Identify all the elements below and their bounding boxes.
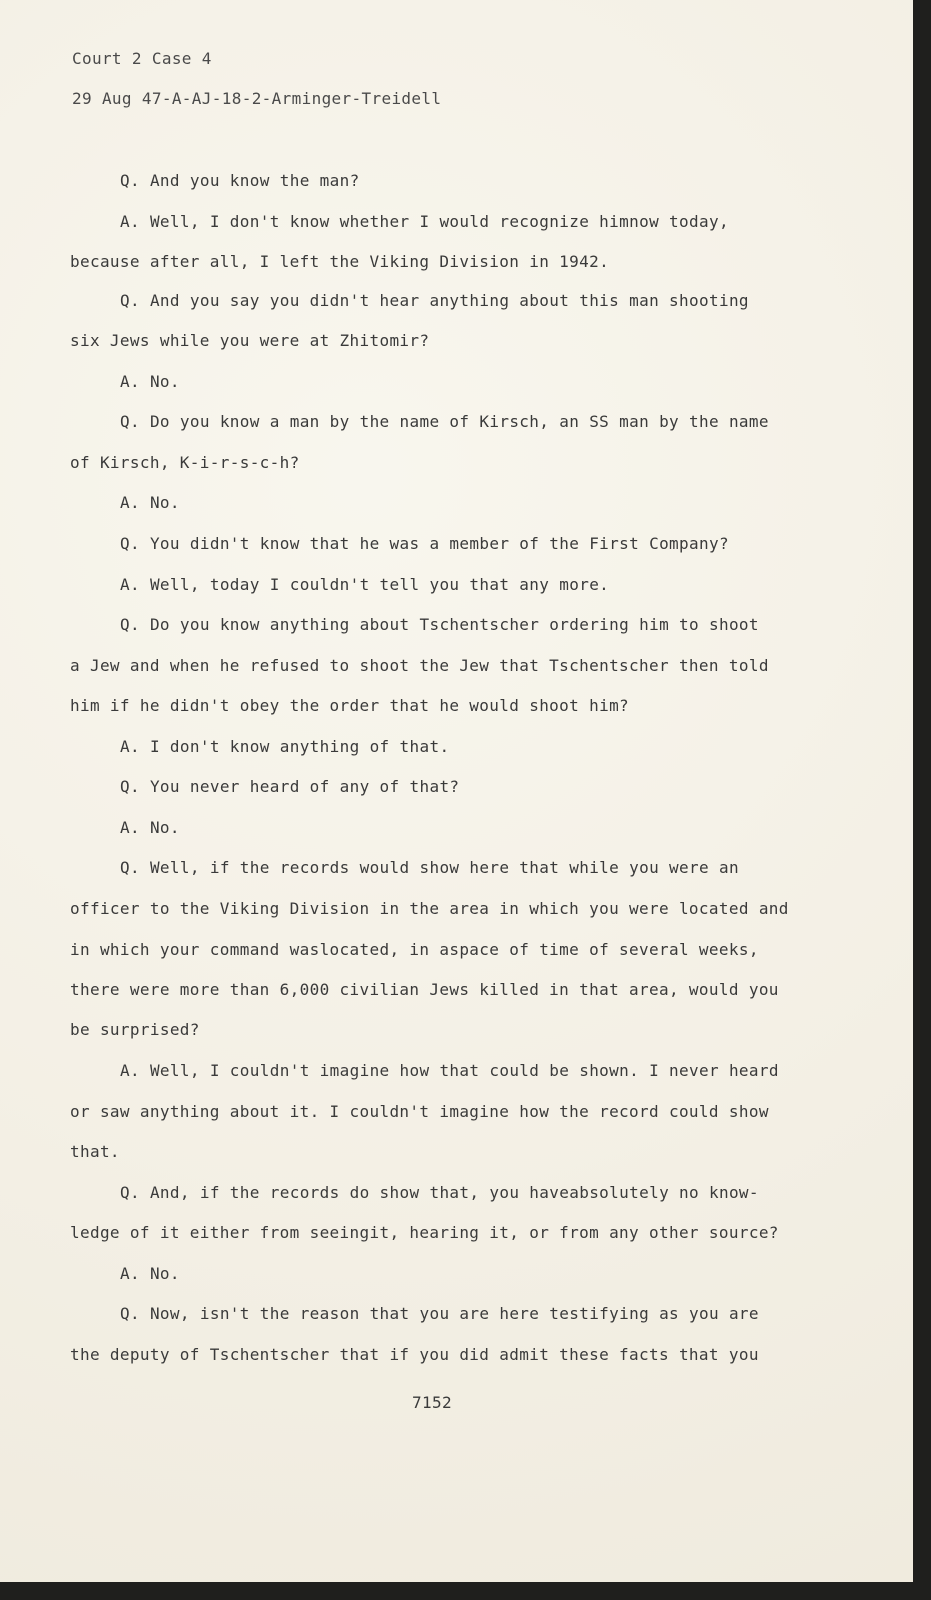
transcript-line: A. No. [120, 372, 180, 391]
transcript-line: of Kirsch, K-i-r-s-c-h? [70, 453, 300, 472]
page-number: 7152 [412, 1393, 452, 1412]
transcript-line: A. Well, today I couldn't tell you that any more. [120, 575, 610, 594]
transcript-line: there were more than 6,000 civilian Jews killed in that area, would you [70, 980, 779, 999]
court-case-header: Court 2 Case 4 [72, 49, 212, 68]
transcript-line: Q. And you say you didn't hear anything about this man shooting [120, 291, 749, 310]
transcript-line: ledge of it either from seeingit, hearing it, or from any other source? [70, 1223, 779, 1242]
document-reference: 29 Aug 47-A-AJ-18-2-Arminger-Treidell [72, 89, 442, 108]
transcript-line: Q. Now, isn't the reason that you are here testifying as you are [120, 1304, 759, 1323]
transcript-line: be surprised? [70, 1020, 200, 1039]
transcript-line: Q. And you know the man? [120, 171, 360, 190]
transcript-line: Q. You never heard of any of that? [120, 777, 460, 796]
transcript-line: the deputy of Tschentscher that if you did admit these facts that you [70, 1345, 759, 1364]
transcript-line: A. Well, I couldn't imagine how that could be shown. I never heard [120, 1061, 779, 1080]
transcript-line: A. No. [120, 818, 180, 837]
transcript-line: A. No. [120, 493, 180, 512]
transcript-line: A. I don't know anything of that. [120, 737, 450, 756]
transcript-line: Q. And, if the records do show that, you haveabsolutely no know- [120, 1183, 759, 1202]
transcript-line: officer to the Viking Division in the area in which you were located and [70, 899, 789, 918]
transcript-line: him if he didn't obey the order that he would shoot him? [70, 696, 630, 715]
transcript-line: Q. You didn't know that he was a member of the First Company? [120, 534, 729, 553]
scan-edge-right [913, 0, 931, 1600]
transcript-line: because after all, I left the Viking Division in 1942. [70, 252, 610, 271]
transcript-line: Q. Do you know a man by the name of Kirsch, an SS man by the name [120, 412, 769, 431]
transcript-line: A. Well, I don't know whether I would recognize himnow today, [120, 212, 729, 231]
transcript-line: A. No. [120, 1264, 180, 1283]
scan-edge-bottom [0, 1582, 931, 1600]
transcript-line: six Jews while you were at Zhitomir? [70, 331, 430, 350]
transcript-line: that. [70, 1142, 120, 1161]
transcript-line: a Jew and when he refused to shoot the Jew that Tschentscher then told [70, 656, 769, 675]
transcript-line: Q. Well, if the records would show here that while you were an [120, 858, 739, 877]
transcript-line: or saw anything about it. I couldn't imagine how the record could show [70, 1102, 769, 1121]
transcript-line: in which your command waslocated, in aspace of time of several weeks, [70, 940, 759, 959]
transcript-line: Q. Do you know anything about Tschentscher ordering him to shoot [120, 615, 759, 634]
